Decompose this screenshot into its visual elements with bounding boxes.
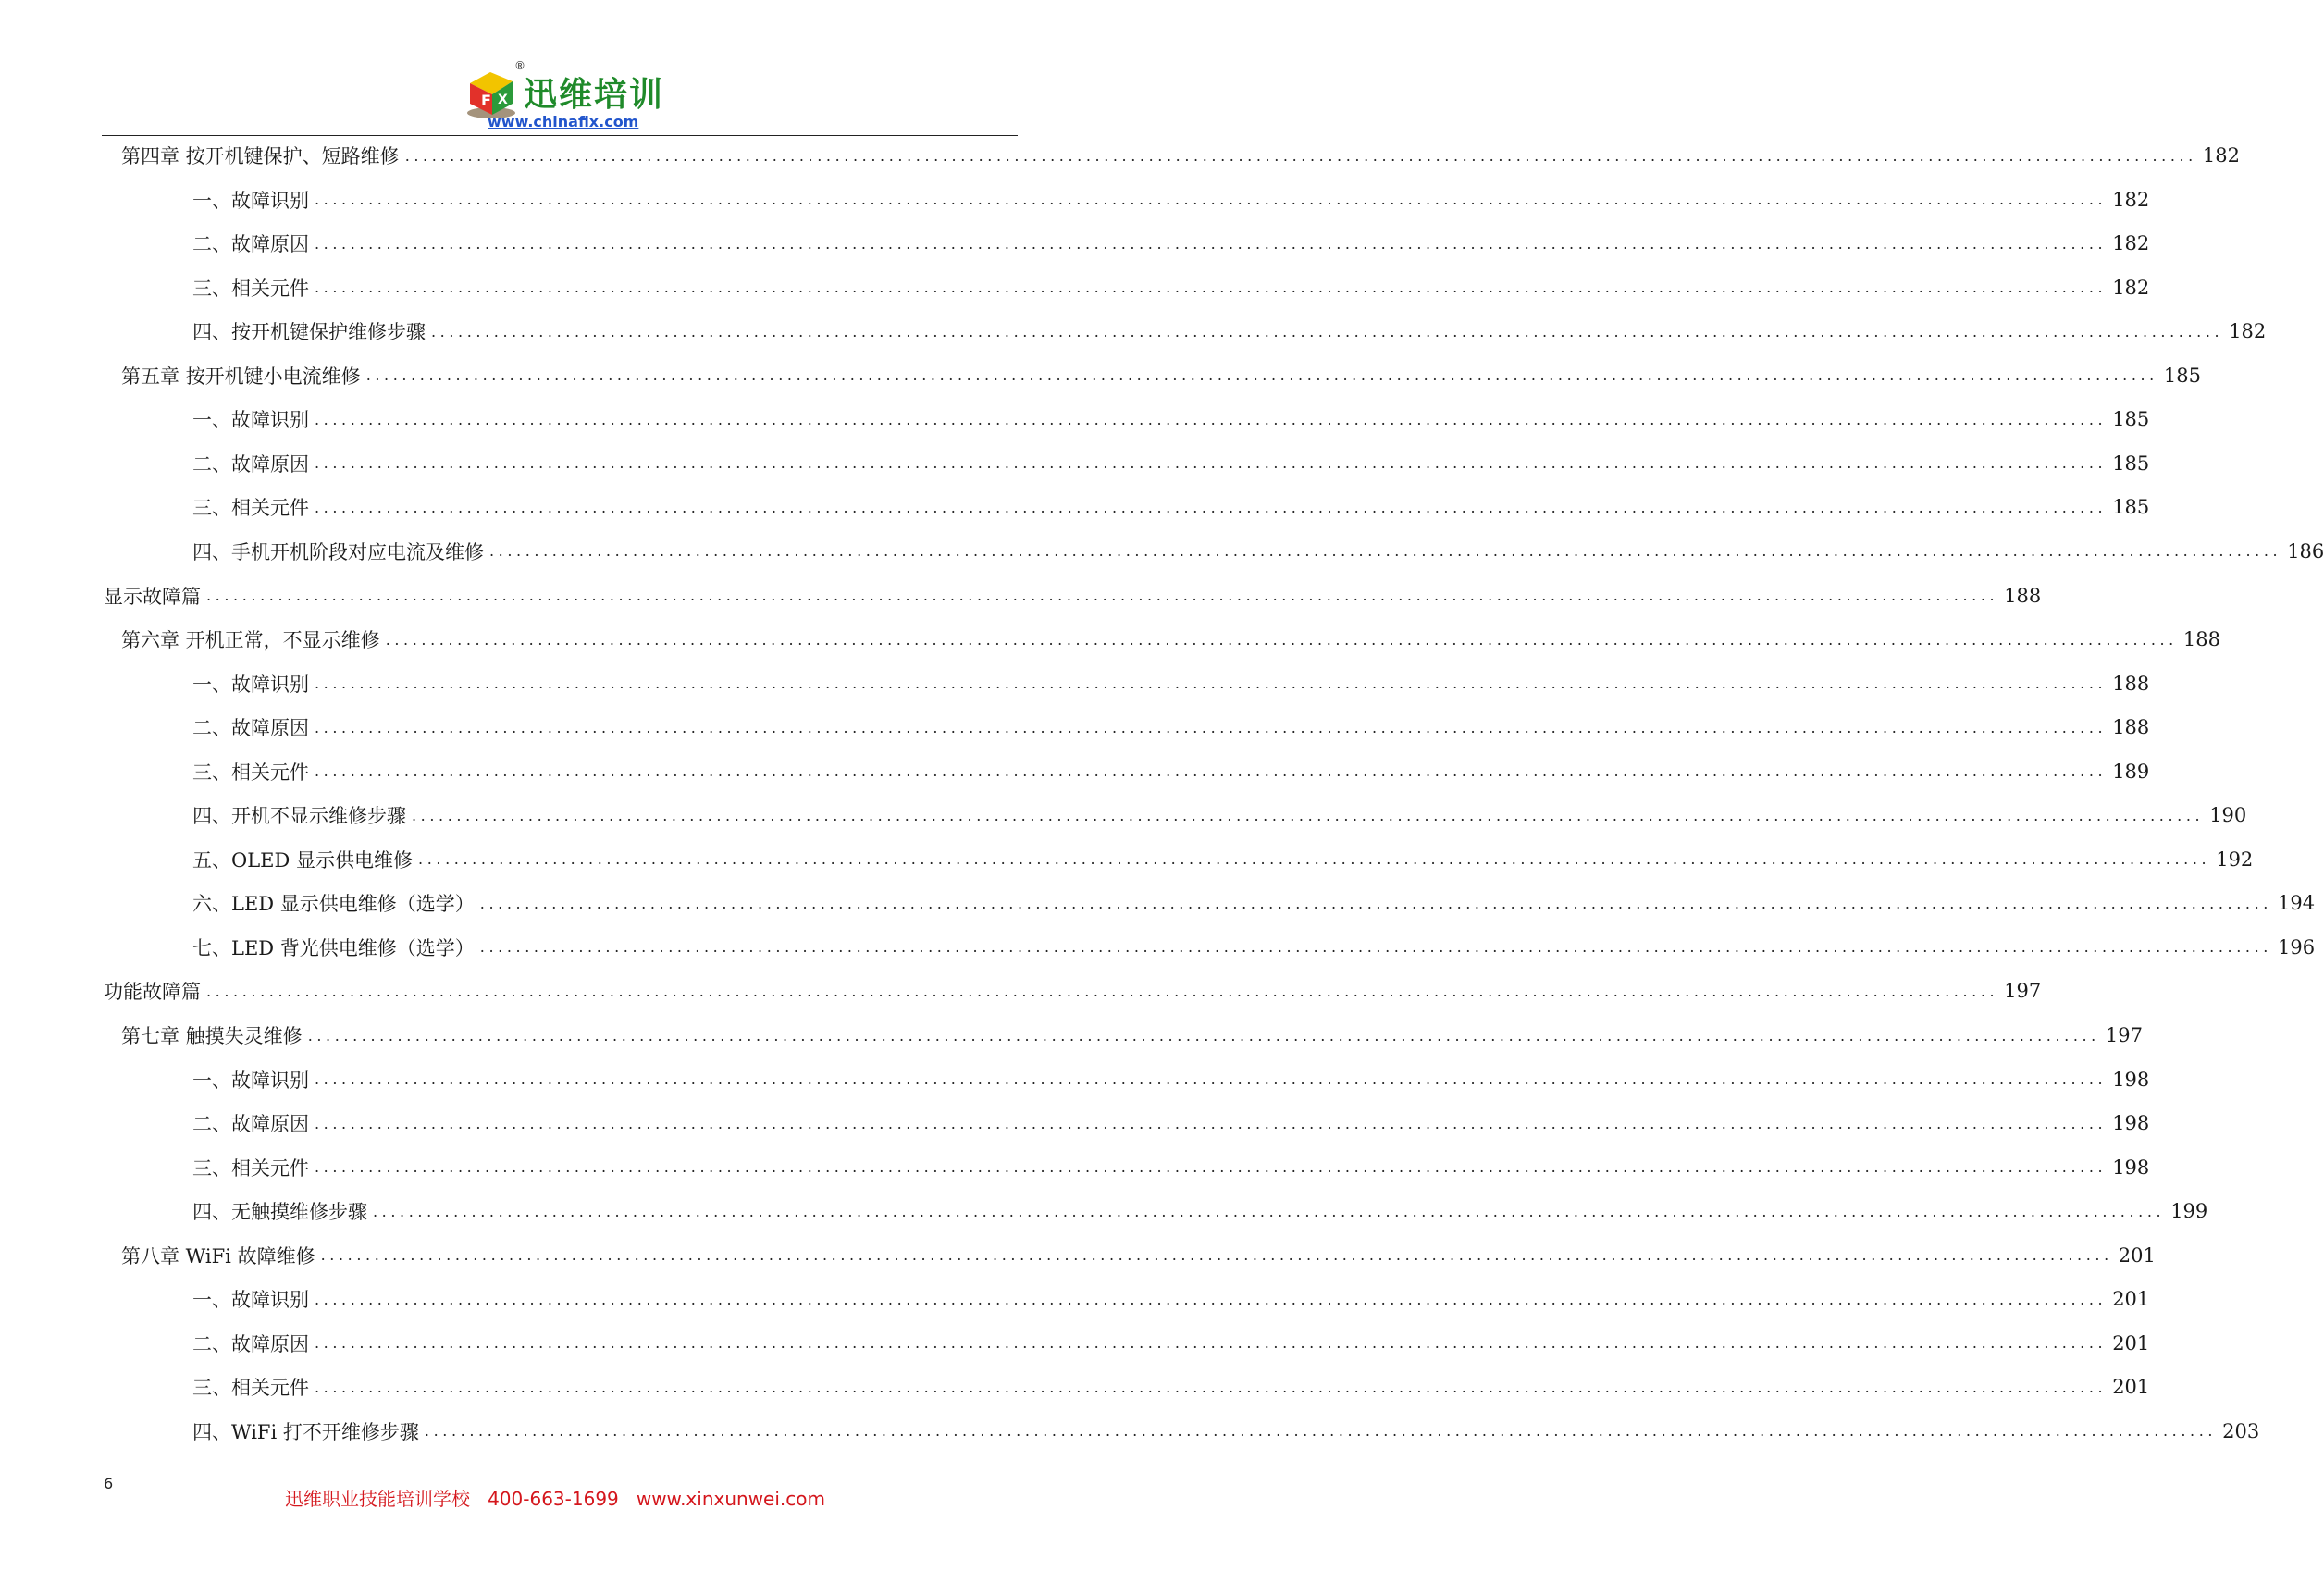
toc-leader-dots: ........................................................................................................................................................................................................ xyxy=(479,938,2272,957)
toc-entry-page: 188 xyxy=(2112,716,2150,739)
toc-entry-page: 189 xyxy=(2112,760,2150,783)
toc-entry-chapter[interactable] xyxy=(121,353,2201,398)
toc-entry-section[interactable] xyxy=(192,1058,2150,1102)
toc-leader-dots: ........................................................................................................................................................................................................ xyxy=(315,1334,2108,1353)
toc-entry-section[interactable] xyxy=(192,309,2267,353)
page-footer: 迅维职业技能培训学校 400-663-1699 www.xinxunwei.com xyxy=(285,1488,825,1510)
toc-entry-page: 197 xyxy=(2004,980,2042,1003)
toc-entry-label: 第八章 WiFi 故障维修 xyxy=(121,1244,315,1268)
toc-entry-section[interactable] xyxy=(192,485,2150,529)
toc-leader-dots: ........................................................................................................................................................................................................ xyxy=(315,1378,2108,1396)
toc-entry-section[interactable] xyxy=(192,749,2150,794)
toc-entry-page: 185 xyxy=(2163,364,2201,387)
toc-entry-page: 203 xyxy=(2222,1419,2260,1442)
toc-entry-part[interactable] xyxy=(104,574,2042,618)
toc-entry-page: 198 xyxy=(2112,1112,2150,1135)
toc-entry-section[interactable] xyxy=(192,178,2150,222)
toc-leader-dots: ........................................................................................................................................................................................................ xyxy=(206,587,1999,604)
toc-entry-chapter[interactable] xyxy=(121,1013,2143,1058)
toc-leader-dots: ........................................................................................................................................................................................................ xyxy=(315,1158,2108,1177)
toc-leader-dots: ........................................................................................................................................................................................................ xyxy=(315,1070,2108,1089)
toc-entry-page: 201 xyxy=(2112,1376,2150,1399)
toc-entry-page: 185 xyxy=(2112,452,2150,475)
toc-entry-section[interactable] xyxy=(192,441,2150,486)
toc-entry-label: 七、LED 背光供电维修（选学） xyxy=(192,936,475,959)
toc-entry-page: 182 xyxy=(2229,320,2267,343)
toc-entry-section[interactable] xyxy=(192,221,2150,266)
toc-leader-dots: ........................................................................................................................................................................................................ xyxy=(315,674,2108,693)
toc-leader-dots: ........................................................................................................................................................................................................ xyxy=(365,366,2158,385)
toc-entry-page: 196 xyxy=(2277,935,2316,959)
toc-leader-dots: ........................................................................................................................................................................................................ xyxy=(320,1246,2113,1265)
toc-entry-section[interactable] xyxy=(192,397,2150,441)
toc-entry-page: 199 xyxy=(2170,1200,2208,1223)
toc-entry-page: 188 xyxy=(2182,628,2220,651)
toc-entry-page: 197 xyxy=(2105,1024,2143,1046)
toc-entry-section[interactable] xyxy=(192,662,2150,706)
toc-entry-label: 一、故障识别 xyxy=(192,1069,309,1092)
toc-entry-part[interactable] xyxy=(104,969,2042,1013)
toc-entry-label: 第七章 触摸失灵维修 xyxy=(121,1025,303,1047)
toc-entry-label: 三、相关元件 xyxy=(192,277,309,300)
toc-entry-section[interactable] xyxy=(192,837,2254,882)
toc-leader-dots: ........................................................................................................................................................................................................ xyxy=(431,322,2224,340)
toc-leader-dots: ........................................................................................................................................................................................................ xyxy=(315,278,2108,297)
toc-entry-page: 194 xyxy=(2277,892,2316,915)
toc-entry-label: 二、故障原因 xyxy=(192,1113,309,1136)
toc-leader-dots: ........................................................................................................................................................................................................ xyxy=(315,762,2108,781)
toc-entry-page: 185 xyxy=(2112,496,2150,519)
toc-entry-label: 五、OLED 显示供电维修 xyxy=(192,848,414,872)
svg-text:X: X xyxy=(498,93,508,107)
page-number: 6 xyxy=(104,1475,114,1492)
toc-leader-dots: ........................................................................................................................................................................................................ xyxy=(479,894,2272,912)
toc-leader-dots: ........................................................................................................................................................................................................ xyxy=(315,191,2108,209)
toc-entry-section[interactable] xyxy=(192,1101,2150,1145)
toc-entry-section[interactable] xyxy=(192,793,2247,837)
toc-leader-dots: ........................................................................................................................................................................................................ xyxy=(315,1290,2108,1308)
toc-entry-label: 第六章 开机正常，不显示维修 xyxy=(121,629,380,652)
toc-entry-label: 三、相关元件 xyxy=(192,761,309,784)
toc-entry-page: 186 xyxy=(2287,539,2324,563)
toc-leader-dots: ........................................................................................................................................................................................................ xyxy=(418,850,2211,869)
toc-entry-section[interactable] xyxy=(192,1321,2150,1366)
toc-entry-page: 201 xyxy=(2112,1288,2150,1311)
toc-entry-section[interactable] xyxy=(192,1189,2208,1233)
toc-leader-dots: ........................................................................................................................................................................................................ xyxy=(315,498,2108,516)
toc-entry-label: 二、故障原因 xyxy=(192,233,309,256)
toc-entry-section[interactable] xyxy=(192,1409,2260,1453)
toc-entry-label: 六、LED 显示供电维修（选学） xyxy=(192,893,475,916)
toc-entry-label: 四、按开机键保护维修步骤 xyxy=(192,321,426,344)
toc-entry-section[interactable] xyxy=(192,1145,2150,1190)
toc-entry-label: 第四章 按开机键保护、短路维修 xyxy=(121,145,400,167)
toc-entry-section[interactable] xyxy=(192,1365,2150,1409)
toc-leader-dots: ........................................................................................................................................................................................................ xyxy=(385,630,2178,649)
toc-leader-dots: ........................................................................................................................................................................................................ xyxy=(404,146,2197,165)
toc-entry-label: 显示故障篇 xyxy=(104,585,201,608)
toc-entry-label: 三、相关元件 xyxy=(192,1157,309,1180)
toc-leader-dots: ........................................................................................................................................................................................................ xyxy=(315,234,2108,253)
svg-text:F: F xyxy=(481,92,491,109)
toc-entry-label: 功能故障篇 xyxy=(104,981,201,1004)
page-header xyxy=(0,56,1110,135)
toc-entry-section[interactable] xyxy=(192,1277,2150,1321)
toc-entry-label: 第五章 按开机键小电流维修 xyxy=(121,365,361,388)
toc-entry-label: 四、手机开机阶段对应电流及维修 xyxy=(192,540,484,563)
chinafix-logo-icon xyxy=(463,63,520,120)
toc-entry-label: 一、故障识别 xyxy=(192,1289,309,1312)
toc-entry-page: 182 xyxy=(2112,276,2150,299)
toc-entry-chapter[interactable] xyxy=(121,617,2220,662)
toc-entry-page: 190 xyxy=(2209,804,2247,827)
toc-leader-dots: ........................................................................................................................................................................................................ xyxy=(315,718,2108,736)
toc-entry-label: 三、相关元件 xyxy=(192,1377,309,1400)
toc-entry-page: 201 xyxy=(2112,1331,2150,1355)
toc-entry-section[interactable] xyxy=(192,925,2316,970)
toc-entry-label: 一、故障识别 xyxy=(192,673,309,696)
toc-entry-page: 182 xyxy=(2112,188,2150,211)
toc-entry-page: 182 xyxy=(2112,232,2150,255)
toc-leader-dots: ........................................................................................................................................................................................................ xyxy=(424,1422,2218,1441)
toc-entry-page: 201 xyxy=(2118,1243,2156,1267)
toc-entry-chapter[interactable] xyxy=(121,1233,2156,1278)
toc-entry-page: 198 xyxy=(2112,1156,2150,1179)
toc-entry-chapter[interactable] xyxy=(121,133,2240,178)
toc-leader-dots: ........................................................................................................................................................................................................ xyxy=(412,806,2205,824)
toc-entry-page: 192 xyxy=(2216,847,2254,871)
toc-entry-page: 185 xyxy=(2112,408,2150,431)
toc-entry-label: 一、故障识别 xyxy=(192,189,309,212)
toc-leader-dots: ........................................................................................................................................................................................................ xyxy=(315,454,2108,473)
toc-entry-label: 四、WiFi 打不开维修步骤 xyxy=(192,1420,419,1443)
toc-entry-section[interactable] xyxy=(192,529,2324,574)
toc-leader-dots: ........................................................................................................................................................................................................ xyxy=(206,982,1999,1000)
toc-entry-section[interactable] xyxy=(192,881,2316,925)
toc-leader-dots: ........................................................................................................................................................................................................ xyxy=(373,1202,2166,1220)
toc-entry-label: 二、故障原因 xyxy=(192,717,309,740)
toc-entry-label: 二、故障原因 xyxy=(192,452,309,476)
logo-text: 迅维培训 xyxy=(524,76,665,114)
toc-entry-label: 四、无触摸维修步骤 xyxy=(192,1201,367,1224)
toc-leader-dots: ........................................................................................................................................................................................................ xyxy=(489,542,2282,561)
registered-mark: ® xyxy=(514,59,525,72)
toc-entry-label: 一、故障识别 xyxy=(192,409,309,432)
toc-entry-label: 三、相关元件 xyxy=(192,497,309,520)
logo-url-link[interactable]: www.chinafix.com xyxy=(488,113,639,130)
toc-leader-dots: ........................................................................................................................................................................................................ xyxy=(315,410,2108,428)
toc-entry-page: 188 xyxy=(2112,672,2150,695)
toc-entry-label: 二、故障原因 xyxy=(192,1332,309,1355)
toc-entry-section[interactable] xyxy=(192,705,2150,749)
toc-entry-page: 198 xyxy=(2112,1068,2150,1091)
toc-entry-section[interactable] xyxy=(192,266,2150,310)
toc-entry-page: 188 xyxy=(2004,584,2042,607)
toc-leader-dots: ........................................................................................................................................................................................................ xyxy=(315,1114,2108,1132)
toc-leader-dots: ........................................................................................................................................................................................................ xyxy=(307,1026,2100,1045)
toc-entry-label: 四、开机不显示维修步骤 xyxy=(192,805,406,828)
toc-entry-page: 182 xyxy=(2202,144,2240,167)
